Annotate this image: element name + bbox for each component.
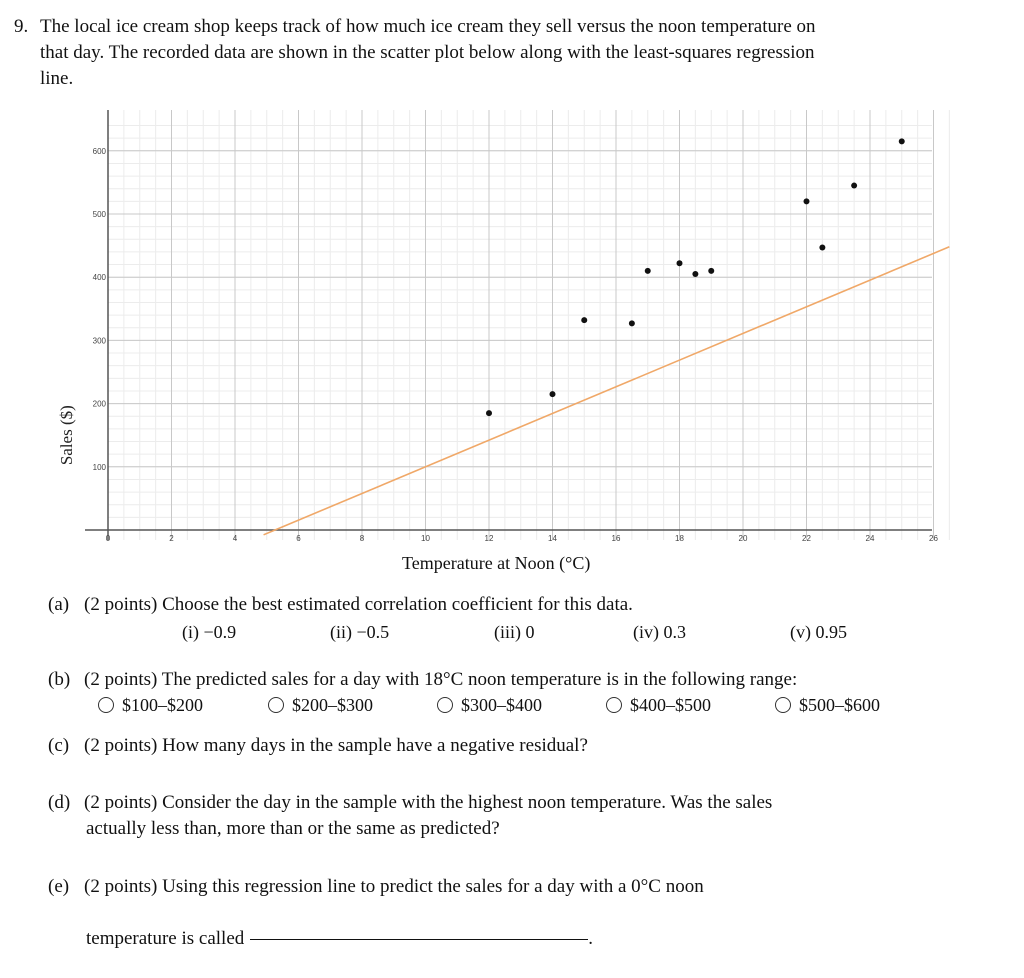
part-c-tag: (c) [48, 735, 70, 756]
regression-line [275, 247, 949, 530]
part-b-text: (2 points) The predicted sales for a day with 18°C noon temperature is in the following range: [84, 669, 798, 690]
part-d-text: (2 points) Consider the day in the sample with the highest noon temperature. Was the sales [84, 792, 773, 813]
part-e [48, 874, 704, 900]
x-tick-label: 24 [865, 534, 875, 543]
part-e-text: (2 points) Using this regression line to predict the sales for a day with a 0°C noon [84, 876, 704, 897]
y-tick-label: 300 [92, 336, 106, 346]
data-point [677, 260, 683, 266]
x-tick-label: 14 [548, 534, 557, 543]
data-point [819, 244, 825, 250]
x-tick-label: 20 [738, 534, 748, 543]
part-a-option[interactable]: (i) −0.9 [182, 622, 237, 642]
part-e-line-2 [86, 926, 593, 952]
data-point [550, 391, 556, 397]
part-b-option[interactable] [437, 695, 542, 716]
x-tick-label: 12 [484, 534, 494, 543]
part-e-end: . [588, 928, 594, 949]
x-tick-label: 2 [169, 534, 174, 543]
part-e-text-2: temperature is called [86, 928, 245, 949]
part-b-option-label: $300–$400 [461, 695, 542, 715]
x-tick-label: 18 [675, 534, 684, 543]
x-axis-label: Temperature at Noon (°C) [402, 553, 591, 573]
x-tick-label: 8 [359, 534, 365, 543]
part-b-option[interactable] [98, 695, 203, 716]
radio-button[interactable] [606, 697, 622, 713]
part-b-tag: (b) [48, 669, 71, 690]
x-tick-label: 6 [296, 534, 301, 543]
part-c-text: (2 points) How many days in the sample have a negative residual? [84, 735, 588, 756]
x-tick-label: 10 [421, 534, 430, 543]
part-d [48, 790, 968, 842]
part-e-tag: (e) [48, 876, 70, 897]
data-point [629, 320, 635, 326]
part-d-text-2: actually less than, more than or the same as predicted? [86, 818, 500, 839]
question-intro [14, 14, 964, 92]
intro-line-3: line. [40, 68, 74, 89]
data-point [581, 317, 587, 323]
part-a-text: (2 points) Choose the best estimated correlation coefficient for this data. [84, 594, 633, 615]
data-point [899, 138, 905, 144]
y-tick-label: 100 [92, 462, 106, 472]
intro-line-1: The local ice cream shop keeps track of how much ice cream they sell versus the noon temperature on [40, 16, 816, 37]
scatter-plot [0, 100, 1024, 550]
radio-button[interactable] [437, 697, 453, 713]
x-tick-label: 26 [929, 534, 938, 543]
x-tick-label: 22 [802, 534, 811, 543]
y-axis-label: Sales ($) [57, 405, 76, 466]
part-a-tag: (a) [48, 594, 70, 615]
y-tick-label: 200 [92, 399, 106, 409]
part-a-option[interactable]: (iv) 0.3 [633, 622, 686, 642]
x-tick-label: 4 [232, 534, 238, 543]
part-a-option[interactable]: (iii) 0 [494, 622, 535, 642]
part-b-option-label: $500–$600 [799, 695, 880, 715]
part-b-option[interactable] [268, 695, 373, 716]
data-point [692, 271, 698, 277]
part-b-option-label: $100–$200 [122, 695, 203, 715]
data-point [851, 183, 857, 189]
data-point [804, 198, 810, 204]
part-b [48, 667, 797, 693]
x-tick-label: 0 [105, 534, 111, 543]
y-tick-label: 500 [92, 210, 106, 219]
part-b-option[interactable] [775, 695, 880, 716]
part-b-option-label: $200–$300 [292, 695, 373, 715]
data-point [486, 410, 492, 416]
radio-button[interactable] [775, 697, 791, 713]
question-number: 9. [14, 16, 29, 37]
part-d-tag: (d) [48, 792, 71, 813]
part-a [48, 592, 633, 618]
radio-button[interactable] [268, 697, 284, 713]
part-a-option[interactable]: (v) 0.95 [790, 622, 847, 642]
x-tick-label: 16 [611, 534, 621, 543]
part-c [48, 733, 588, 759]
data-point [708, 268, 714, 274]
radio-button[interactable] [98, 697, 114, 713]
part-b-option[interactable] [606, 695, 711, 716]
answer-blank[interactable] [250, 938, 588, 940]
y-tick-label: 400 [92, 273, 106, 283]
part-b-option-label: $400–$500 [630, 695, 711, 715]
intro-line-2: that day. The recorded data are shown in the scatter plot below along with the least-squares regression [40, 42, 815, 63]
part-a-option[interactable]: (ii) −0.5 [330, 622, 390, 642]
data-point [645, 268, 651, 274]
y-tick-label: 600 [92, 146, 106, 156]
